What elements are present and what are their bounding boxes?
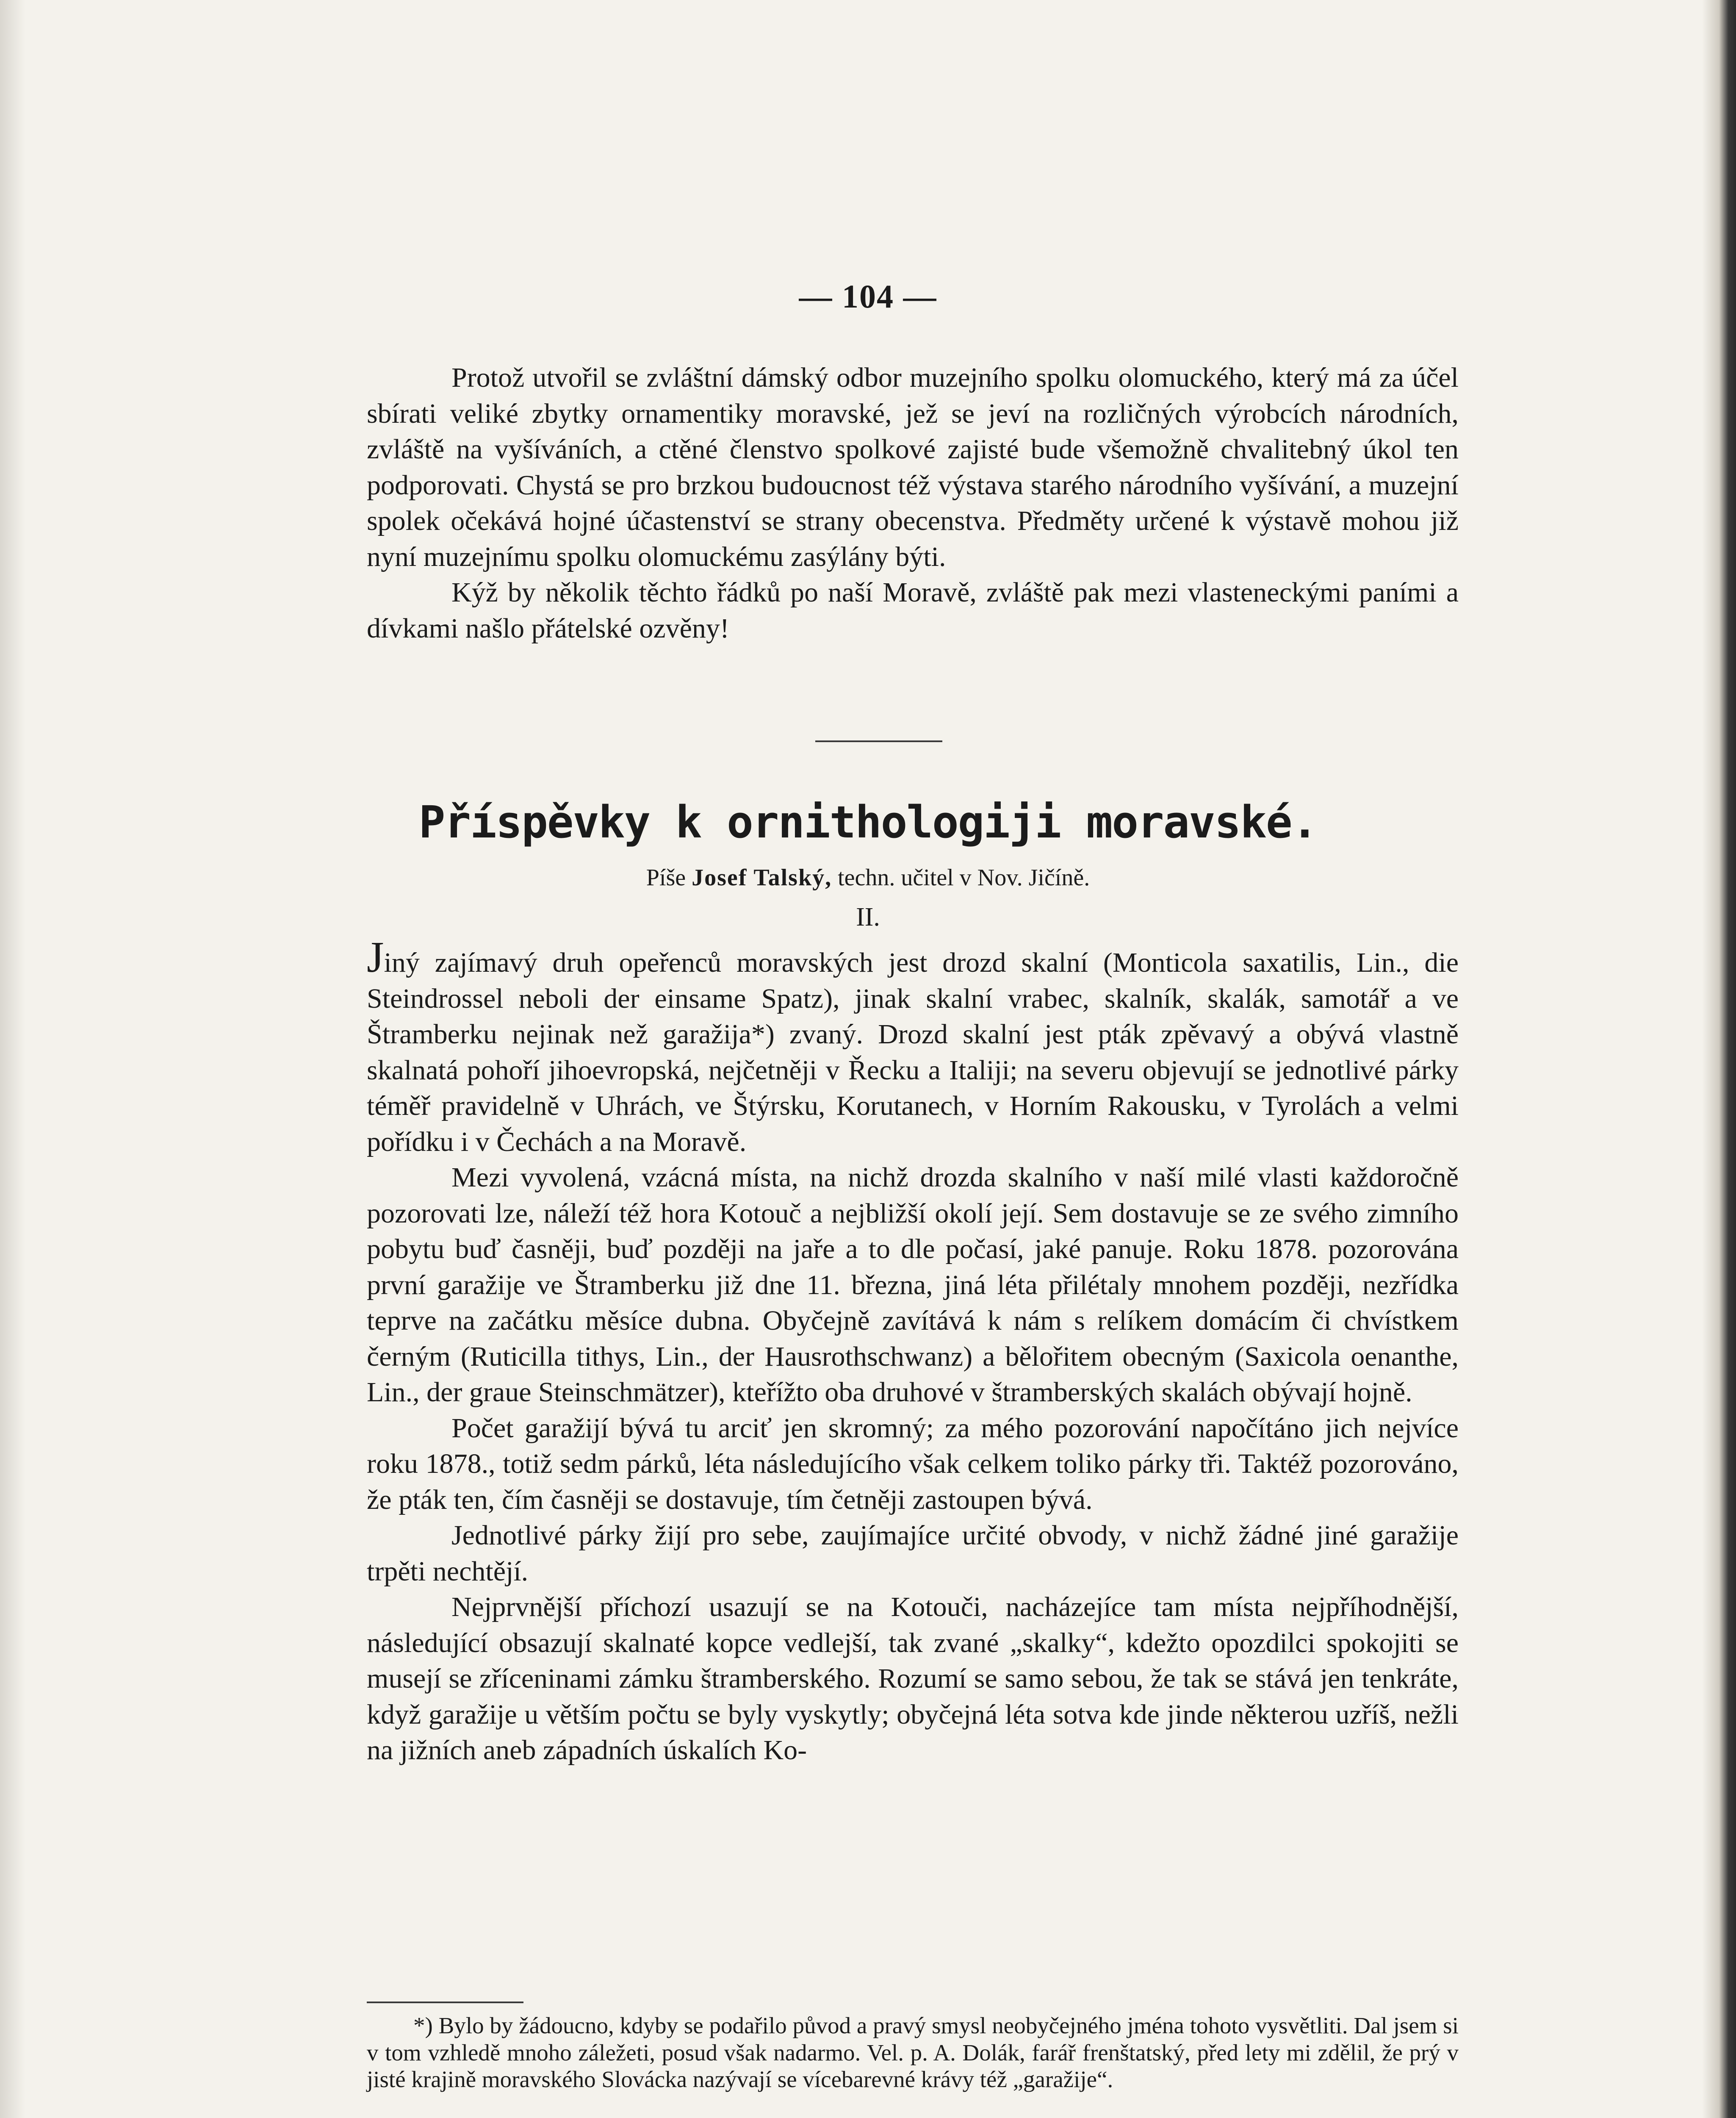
intro-section <box>367 360 1459 646</box>
article-body <box>367 933 1459 1769</box>
byline-suffix: techn. učitel v Nov. Jičíně. <box>838 865 1090 891</box>
intro-paragraph: Kýž by několik těchto řádků po naší Moravě, zvláště pak mezi vlasteneckými paními a dívkami našlo přátelské ozvěny! <box>367 577 1459 644</box>
article-title: Příspěvky k ornithologiji moravské. <box>418 796 1318 848</box>
footnote-divider <box>367 2002 523 2003</box>
section-numeral: II. <box>856 903 880 931</box>
scan-edge-left <box>0 0 25 2118</box>
body-paragraph-text: iný zajímavý druh opeřenců moravských jest drozd skalní (Monticola saxatilis, Lin., die Steindrossel neboli der einsame Spatz), jinak skalní vrabec, skalník, skalák, samotář a ve Štramberku nejinak než garažija*) zvaný. Drozd skalní jest pták zpěvavý a obývá vlastně skalnatá pohoří jihoevropská, nejčetněji v Řecku a Italiji; na severu objevují se jednotlivé párky téměř pravidelně v Uhrách, ve Štýrsku, Korutanech, v Horním Rakousku, v Tyrolách a velmi pořídku i v Čechách a na Moravě. <box>367 947 1459 1157</box>
body-paragraph: Počet garažijí bývá tu arciť jen skromný; za mého pozorování napočítáno jich nejvíce roku 1878., totiž sedm párků, léta následujícího však celkem toliko párky tři. Taktéž pozorováno, že pták ten, čím časněji se dostavuje, tím četněji zastoupen bývá. <box>367 1412 1459 1515</box>
body-paragraph: Nejprvnější příchozí usazují se na Kotouči, nacházejíce tam místa nejpříhodnější, následující obsazují skalnaté kopce vedlejší, tak zvané „skalky“, kdežto opozdilci spokojiti se musejí se zříceninami zámku štramberského. Rozumí se samo sebou, že tak se stává jen tenkráte, když garažije u větším počtu se byly vyskytly; obyčejná léta sotva kde jinde některou uzříš, nežli na jižních aneb západních úskalích Ko- <box>367 1591 1459 1766</box>
scan-edge-right <box>1702 0 1736 2118</box>
body-paragraph: Mezi vyvolená, vzácná místa, na nichž drozda skalního v naší milé vlasti každoročně pozorovati lze, náleží též hora Kotouč a nejbližší okolí její. Sem dostavuje se ze svého zimního pobytu buď časněji, buď později na jaře a to dle počasí, jaké panuje. Roku 1878. pozorována první garažije ve Štramberku již dne 11. března, jiná léta přilétaly mnohem později, nezřídka teprve na začátku měsíce dubna. Obyčejně zavítává k nám s relíkem domácím či chvístkem černým (Ruticilla tithys, Lin., der Hausrothschwanz) a bělořitem obecným (Saxicola oenanthe, Lin., der graue Steinschmätzer), kteřížto oba druhové v štramberských skalách obývají hojně. <box>367 1162 1459 1408</box>
footnote <box>367 2012 1459 2093</box>
footnote-text: *) Bylo by žádoucno, kdyby se podařilo původ a pravý smysl neobyčejného jména tohoto vysvětliti. Dal jsem si v tom vzhledě mnoho záležeti, posud však nadarmo. Vel. p. A. Dolák, farář frenštatský, před lety mi zdělil, že prý v jisté krajině moravského Slovácka nazývají se vícebarevné krávy též „garažije“. <box>367 2013 1459 2092</box>
section-divider <box>815 740 942 742</box>
byline <box>0 864 1736 891</box>
body-paragraph: Jednotlivé párky žijí pro sebe, zaujímajíce určité obvody, v nichž žádné jiné garažije trpěti nechtějí. <box>367 1520 1459 1587</box>
dropcap: J <box>367 933 384 981</box>
page-number: — 104 — <box>799 278 937 315</box>
body-paragraph <box>367 933 1459 1160</box>
byline-prefix: Píše <box>646 865 686 891</box>
intro-paragraph: Protož utvořil se zvláštní dámský odbor muzejního spolku olomuckého, který má za účel sbírati veliké zbytky ornamentiky moravské, jež se jeví na rozličných výrobcích národních, zvláště na vyšíváních, a ctěné členstvo spolkové zajisté bude všemožně chvalitebný úkol ten podporovati. Chystá se pro brzkou budoucnost též výstava starého národního vyšívání, a muzejní spolek očekává hojné účastenství se strany obecenstva. Předměty určené k výstavě mohou již nyní muzejnímu spolku olomuckému zasýlány býti. <box>367 362 1459 572</box>
byline-author: Josef Talský, <box>692 865 832 891</box>
